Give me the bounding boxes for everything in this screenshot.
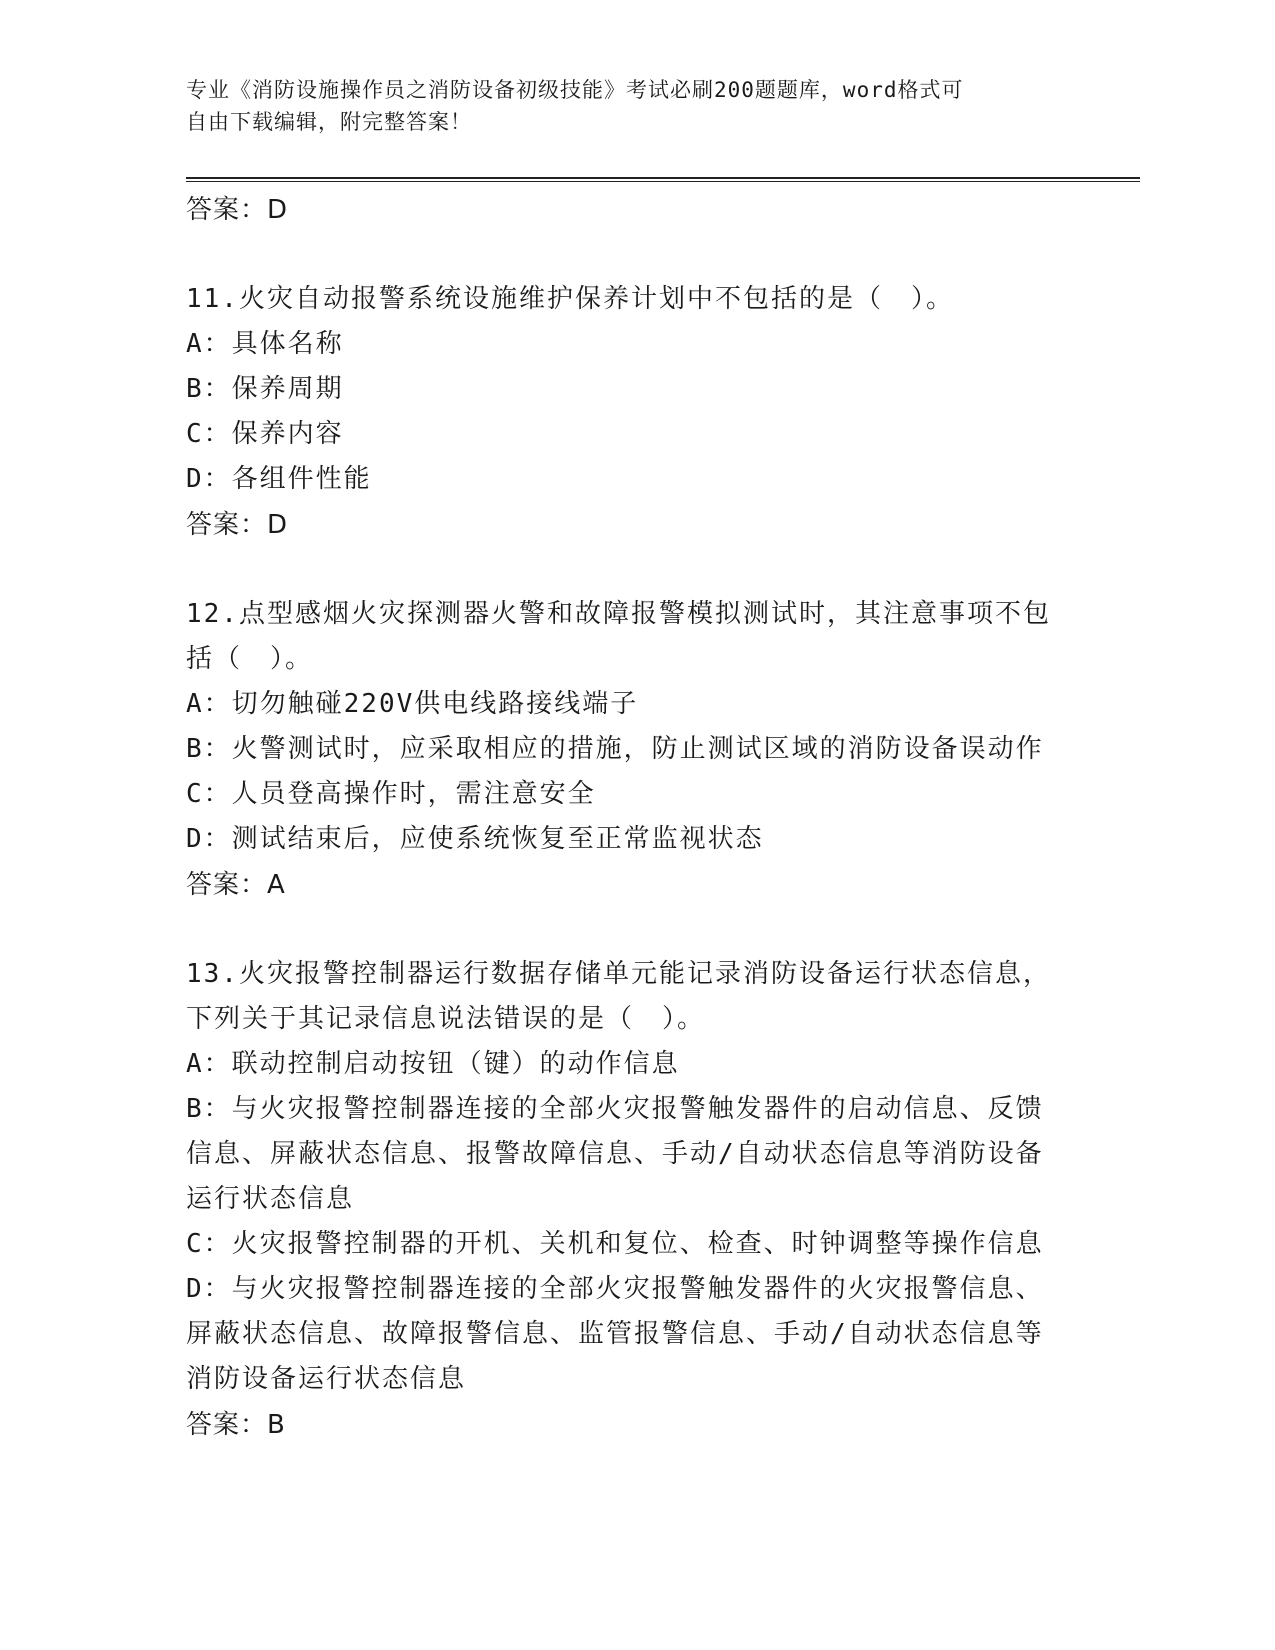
option-b-line-1: B：与火灾报警控制器连接的全部火灾报警触发器件的启动信息、反馈 xyxy=(186,1094,1044,1124)
answer: 答案：A xyxy=(186,870,286,900)
option-d-line-3: 消防设备运行状态信息 xyxy=(186,1364,467,1394)
option-d-line-1: D：与火灾报警控制器连接的全部火灾报警触发器件的火灾报警信息、 xyxy=(186,1274,1044,1304)
option-b: B：火警测试时，应采取相应的措施，防止测试区域的消防设备误动作 xyxy=(186,734,1044,764)
spacer xyxy=(186,233,1066,277)
header-line-1: 专业《消防设施操作员之消防设备初级技能》考试必刷200题题库，word格式可 xyxy=(186,78,964,102)
answer: 答案：D xyxy=(186,510,289,540)
option-b: B：保养周期 xyxy=(186,374,344,404)
question-stem-line-2: 括（ ）。 xyxy=(186,644,314,674)
option-c: C：火灾报警控制器的开机、关机和复位、检查、时钟调整等操作信息 xyxy=(186,1229,1044,1259)
answer: 答案：B xyxy=(186,1410,286,1440)
question-13 xyxy=(186,952,1066,1448)
question-list xyxy=(186,187,1066,1448)
spacer xyxy=(186,908,1066,952)
question-12 xyxy=(186,592,1066,908)
option-c: C：保养内容 xyxy=(186,419,344,449)
option-b-line-2: 信息、屏蔽状态信息、报警故障信息、手动/自动状态信息等消防设备 xyxy=(186,1139,1044,1169)
question-stem: 11.火灾自动报警系统设施维护保养计划中不包括的是（ ）。 xyxy=(186,284,954,314)
question-stem-line-1: 13.火灾报警控制器运行数据存储单元能记录消防设备运行状态信息， xyxy=(186,959,1051,989)
option-d-line-2: 屏蔽状态信息、故障报警信息、监管报警信息、手动/自动状态信息等 xyxy=(186,1319,1044,1349)
previous-answer: 答案：D xyxy=(186,195,289,225)
option-d: D：测试结束后，应使系统恢复至正常监视状态 xyxy=(186,824,764,854)
question-stem-line-2: 下列关于其记录信息说法错误的是（ ）。 xyxy=(186,1004,706,1034)
header-divider-thin xyxy=(186,181,1140,182)
option-c: C：人员登高操作时，需注意安全 xyxy=(186,779,596,809)
option-d: D：各组件性能 xyxy=(186,464,372,494)
header-line-2: 自由下载编辑，附完整答案！ xyxy=(186,110,472,134)
question-stem-line-1: 12.点型感烟火灾探测器火警和故障报警模拟测试时，其注意事项不包 xyxy=(186,599,1051,629)
option-b-line-3: 运行状态信息 xyxy=(186,1184,355,1214)
page-header xyxy=(186,74,1066,138)
header-divider xyxy=(186,177,1140,179)
option-a: A：具体名称 xyxy=(186,329,344,359)
spacer xyxy=(186,548,1066,592)
option-a: A：切勿触碰220V供电线路接线端子 xyxy=(186,689,639,719)
option-a: A：联动控制启动按钮（键）的动作信息 xyxy=(186,1049,680,1079)
question-11 xyxy=(186,277,1066,548)
